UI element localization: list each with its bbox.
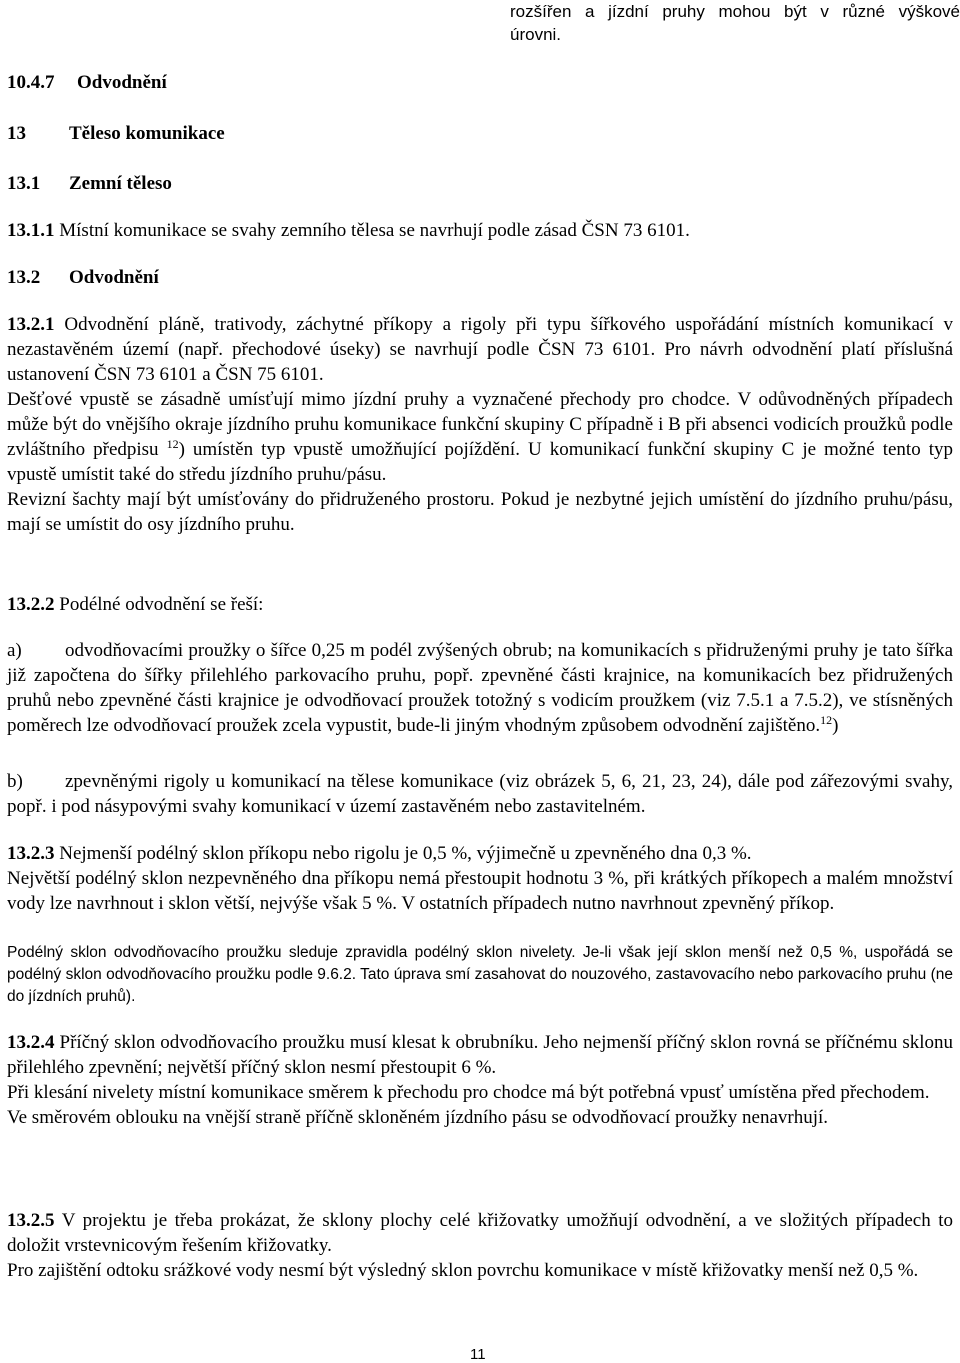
section-13-2-2 <box>7 592 953 617</box>
section-13-2-1-paragraph-2 <box>7 387 953 487</box>
section-13-2-3-text: Nejmenší podélný sklon příkopu nebo rigolu je 0,5 %, výjimečně u zpevněného dna 0,3 %. <box>59 843 752 864</box>
heading-10-4-7-title: Odvodnění <box>77 72 167 93</box>
heading-13-1 <box>7 171 172 196</box>
section-13-2-1-paragraph-3: Revizní šachty mají být umísťovány do přidruženého prostoru. Pokud je nezbytné jejich umístění do jízdního pruhu/pásu, mají se umístit do osy jízdního pruhu. <box>7 489 953 535</box>
heading-13-1-number: 13.1 <box>7 173 41 194</box>
section-13-2-5-paragraph-2: Pro zajištění odtoku srážkové vody nesmí být výsledný sklon povrchu komunikace v místě křižovatky menší než 0,5 %. <box>7 1260 919 1281</box>
section-13-2-1-p2-text-end: ) umístěn typ vpustě umožňující pojíždění. U komunikací funkční skupiny C je možné tento typ vpustě umístit také do středu jízdního pruhu/pásu. <box>7 439 953 485</box>
list-item-a <box>7 638 953 738</box>
heading-13-2 <box>7 265 159 290</box>
section-13-2-5-number: 13.2.5 <box>7 1210 55 1231</box>
section-13-1-1 <box>7 218 953 243</box>
heading-13-title: Těleso komunikace <box>69 123 225 144</box>
continuation-fragment <box>510 0 960 46</box>
heading-10-4-7-number: 10.4.7 <box>7 72 55 93</box>
section-13-1-1-number: 13.1.1 <box>7 220 55 241</box>
list-item-a-text: odvodňovacími proužky o šířce 0,25 m podél zvýšených obrub; na komunikacích s přidruženými pruhy je tato šířka již započtena do šířky přilehlého parkovacího pruhu, popř. zpevněné části krajnice, na komunikacích bez přidružených pruhů nebo zpevněné části krajnice je odvodňovací proužek totožný s vodicím proužkem (viz 7.5.1 a 7.5.2), ve stísněných poměrech lze odvodňovací proužek zcela vypustit, bude-li jiným vhodným způsobem odvodnění zajištěno. <box>7 640 953 736</box>
list-item-b <box>7 769 953 819</box>
list-item-a-label: a) <box>7 640 22 661</box>
section-13-2-5-text: V projektu je třeba prokázat, že sklony plochy celé křižovatky umožňují odvodnění, a ve složitých případech to doložit vrstevnicovým řešením křižovatky. <box>7 1210 953 1256</box>
section-13-1-1-text: Místní komunikace se svahy zemního tělesa se navrhují podle zásad ČSN 73 6101. <box>59 220 690 241</box>
section-13-2-1-paragraph-1 <box>7 312 953 387</box>
footnote-ref: 12 <box>820 713 833 727</box>
section-13-2-4-text: Příčný sklon odvodňovacího proužku musí klesat k obrubníku. Jeho nejmenší příčný sklon rovná se příčnému sklonu přilehlého zpevnění; největší příčný sklon nesmí přestoupit 6 %. <box>7 1032 954 1078</box>
list-item-b-label: b) <box>7 771 23 792</box>
continuation-line-2: úrovni. <box>510 25 562 44</box>
section-13-2-4-paragraph-3: Ve směrovém oblouku na vnější straně příčně skloněném jízdního pásu se odvodňovací proužky nenavrhují. <box>7 1107 829 1128</box>
section-13-2-4-number: 13.2.4 <box>7 1032 55 1053</box>
section-13-2-4-paragraph-1 <box>7 1030 953 1080</box>
heading-13-2-title: Odvodnění <box>69 267 159 288</box>
section-13-2-1-text: Odvodnění pláně, trativody, záchytné příkopy a rigoly při typu šířkového uspořádání místních komunikací v nezastavěném území (např. přechodové úseky) se navrhují podle ČSN 73 6101. Pro návrh odvodnění platí příslušná ustanovení ČSN 73 6101 a ČSN 75 6101. <box>7 314 953 385</box>
section-13-2-4-paragraph-2: Při klesání nivelety místní komunikace směrem k přechodu pro chodce má být potřebná vpusť umístěna před přechodem. <box>7 1082 930 1103</box>
page-number: 11 <box>470 1346 486 1363</box>
section-13-2-2-intro: Podélné odvodnění se řeší: <box>59 594 264 615</box>
section-13-2-3-paragraph-3: Podélný sklon odvodňovacího proužku sleduje zpravidla podélný sklon nivelety. Je-li však její sklon menší než 0,5 %, uspořádá se podélný sklon odvodňovacího proužku podle 9.6.2. Tato úprava smí zasahovat do nouzového, zastavovacího nebo parkovacího pruhu (ne do jízdních pruhů). <box>7 944 953 1005</box>
section-13-2-1 <box>7 312 953 537</box>
heading-13-1-title: Zemní těleso <box>69 173 172 194</box>
list-item-b-text: zpevněnými rigoly u komunikací na tělese komunikace (viz obrázek 5, 6, 21, 23, 24), dále pod zářezovými svahy, popř. i pod násypovými svahy komunikací v území zastavěném nebo zastavitelném. <box>7 771 953 817</box>
footnote-ref: 12 <box>166 437 179 451</box>
section-13-2-2-number: 13.2.2 <box>7 594 55 615</box>
section-13-2-3-paragraph-2: Největší podélný sklon nezpevněného dna příkopu nemá přestoupit hodnotu 3 %, při krátkých příkopech a malém množství vody lze navrhnout i sklon větší, nejvýše však 5 %. V ostatních případech nutno navrhnout zpevněný příkop. <box>7 868 953 914</box>
section-13-2-1-p2-text: Dešťové vpustě se zásadně umísťují mimo jízdní pruhy a vyznačené přechody pro chodce. V odůvodněných případech může být do vnějšího okraje jízdního pruhu komunikace funkční skupiny C případně i B při absenci vodicích proužků podle zvláštního předpisu <box>7 389 953 460</box>
heading-13 <box>7 121 225 146</box>
section-13-2-3-paragraph-1 <box>7 841 953 866</box>
heading-10-4-7 <box>7 70 167 95</box>
section-13-2-3-number: 13.2.3 <box>7 843 55 864</box>
list-item-a-end: ) <box>832 715 839 736</box>
section-13-2-5 <box>7 1208 953 1283</box>
heading-13-2-number: 13.2 <box>7 267 41 288</box>
section-13-2-5-paragraph-1 <box>7 1208 953 1258</box>
section-13-2-3 <box>7 841 953 916</box>
heading-13-number: 13 <box>7 123 26 144</box>
continuation-line-1: rozšířen a jízdní pruhy mohou být v různé výškové <box>510 2 960 21</box>
section-13-2-4 <box>7 1030 953 1130</box>
section-13-2-1-number: 13.2.1 <box>7 314 55 335</box>
